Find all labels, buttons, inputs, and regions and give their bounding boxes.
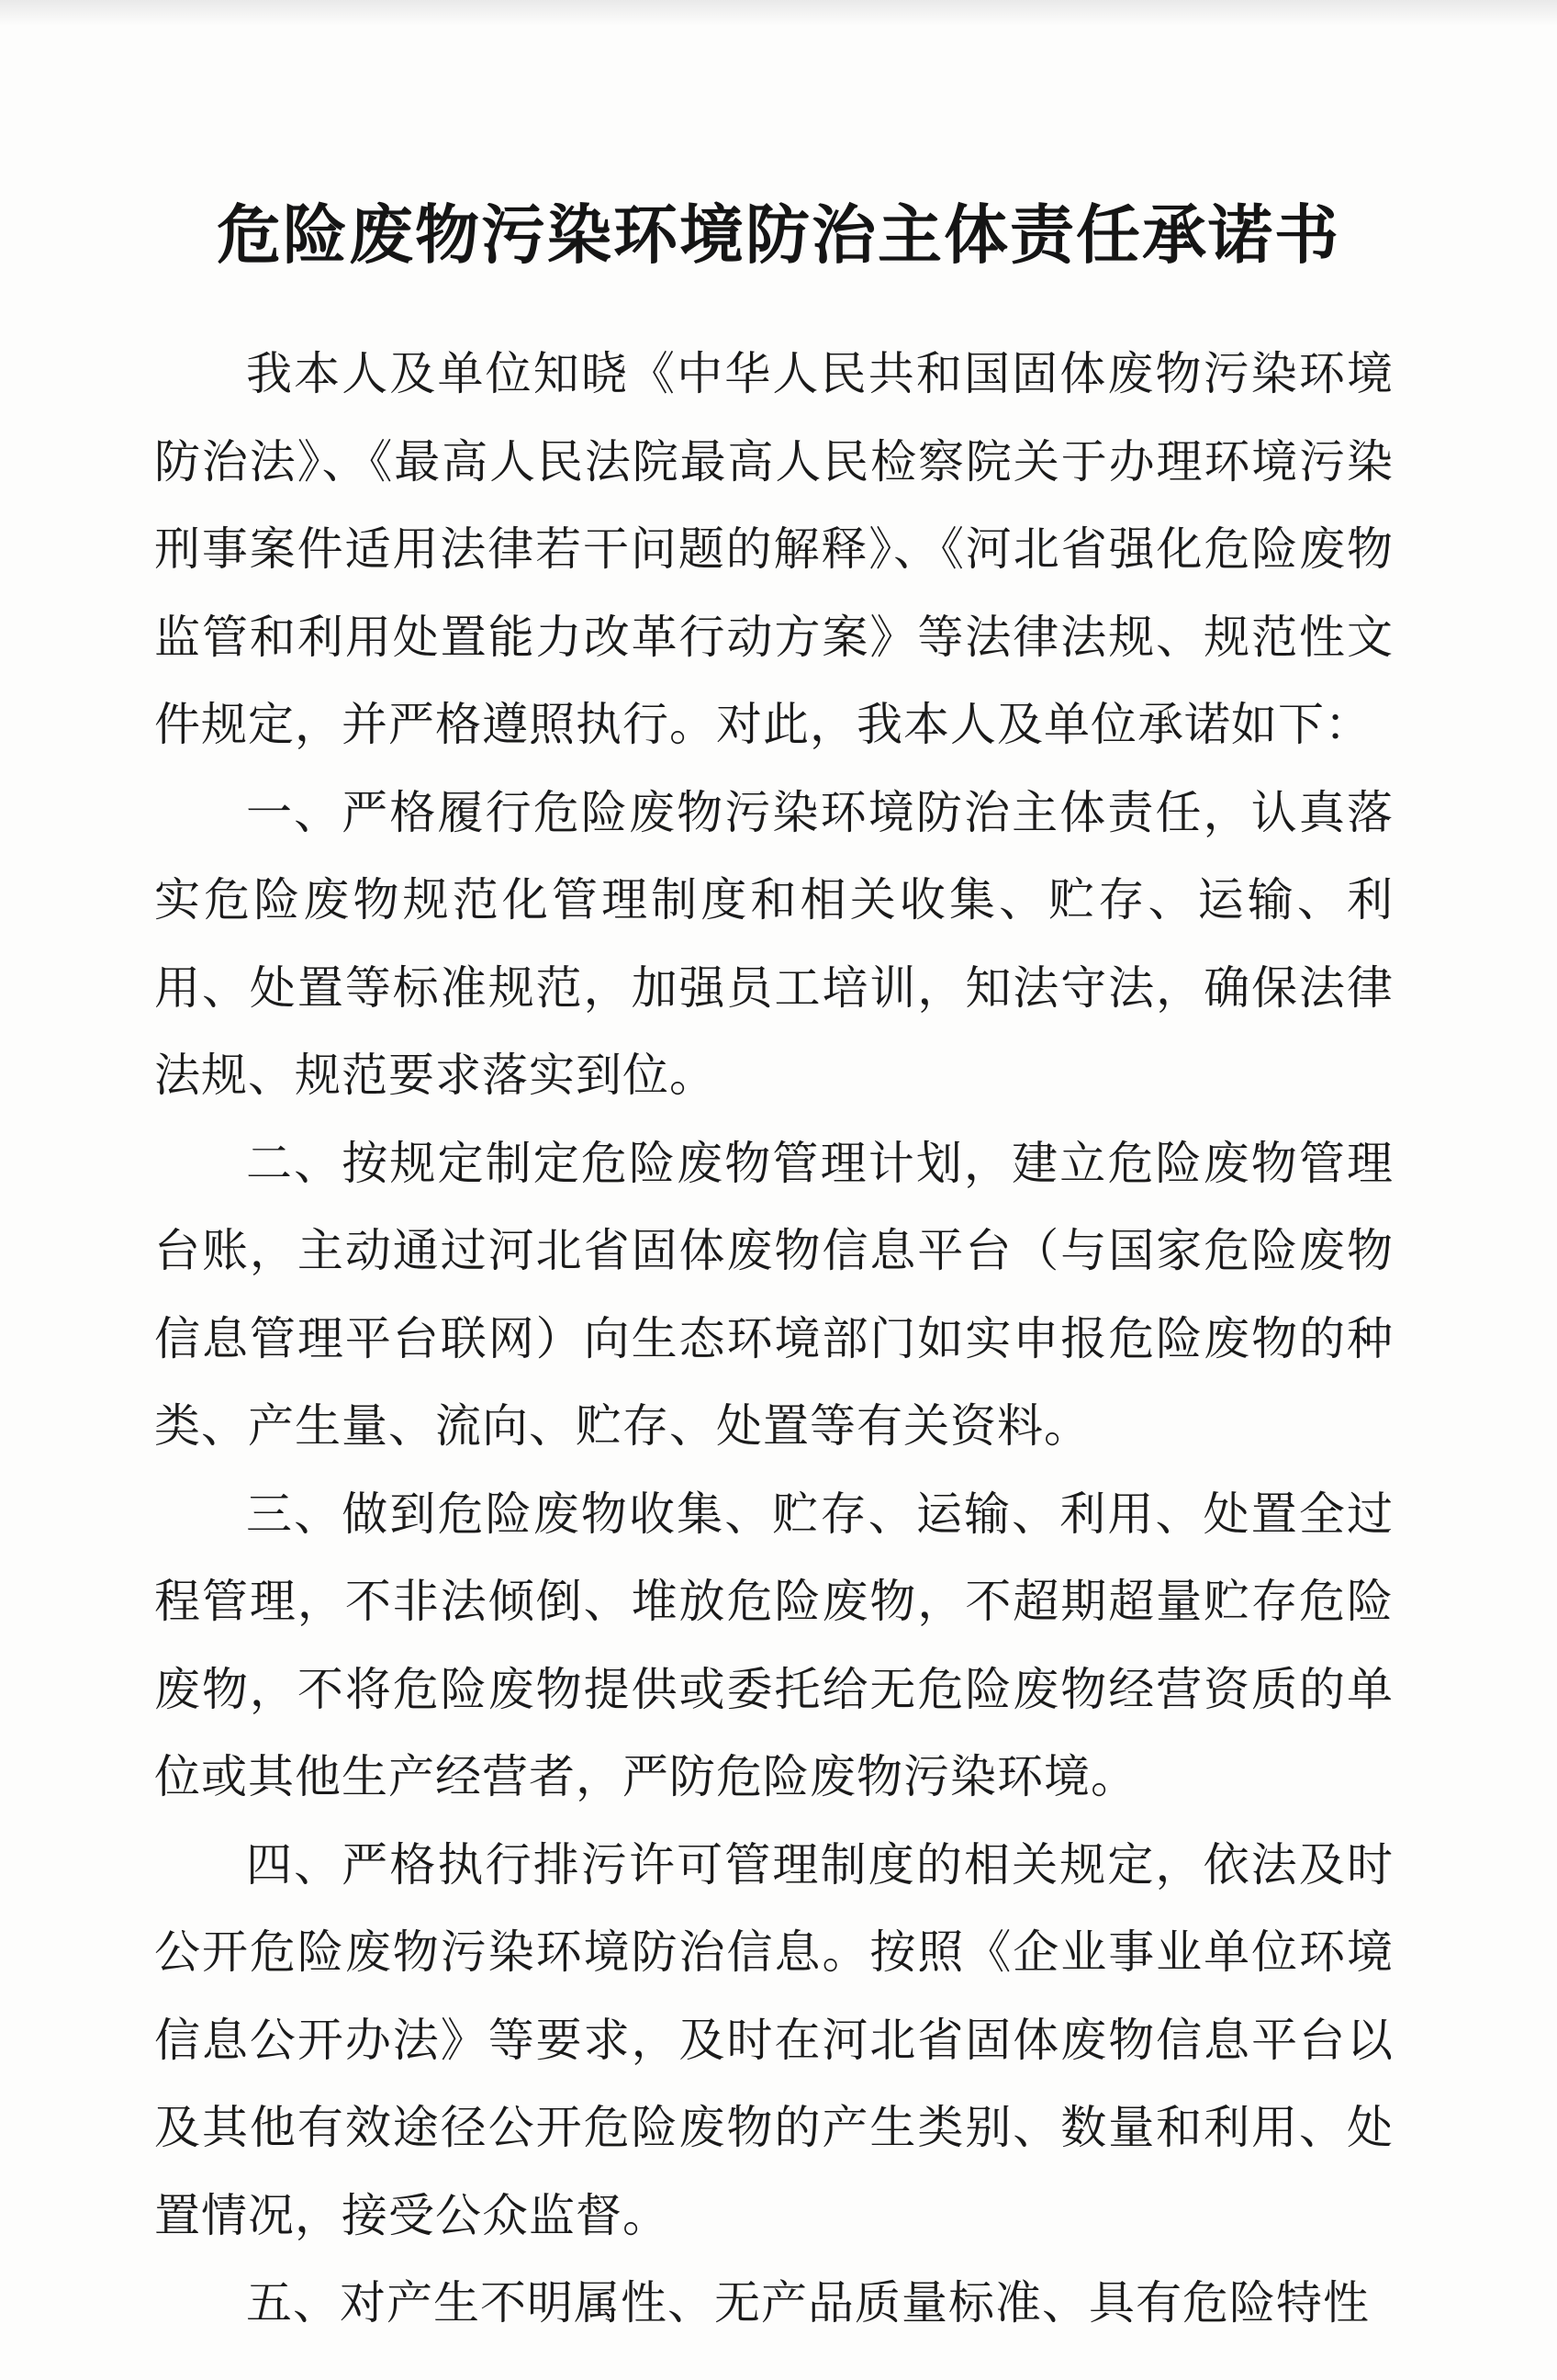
paragraph-commitment-1: 一、严格履行危险废物污染环境防治主体责任，认真落实危险废物规范化管理制度和相关收集、贮存、运输、利用、处置等标准规范，加强员工培训，知法守法，确保法律法规、规范要求落实到位。 [154,785,1394,1102]
document-title: 危险废物污染环境防治主体责任承诺书 [217,197,1340,273]
paragraph-commitment-3: 三、做到危险废物收集、贮存、运输、利用、处置全过程管理，不非法倾倒、堆放危险废物，不超期超量贮存危险废物，不将危险废物提供或委托给无危险废物经营资质的单位或其他生产经营者，严防危险废物污染环境。 [154,1487,1394,1803]
document-body [154,331,1394,2348]
paragraph-commitment-4: 四、严格执行排污许可管理制度的相关规定，依法及时公开危险废物污染环境防治信息。按照《企业事业单位环境信息公开办法》等要求，及时在河北省固体废物信息平台以及其他有效途径公开危险废物的产生类别、数量和利用、处置情况，接受公众监督。 [154,1837,1394,2242]
paragraph-commitment-5: 五、对产生不明属性、无产品质量标准、具有危险特性 [246,2276,1370,2329]
paragraph-intro: 我本人及单位知晓《中华人民共和国固体废物污染环境防治法》、《最高人民法院最高人民检察院关于办理环境污染刑事案件适用法律若干问题的解释》、《河北省强化危险废物监管和利用处置能力改革行动方案》等法律法规、规范性文件规定，并严格遵照执行。对此，我本人及单位承诺如下： [154,347,1394,751]
paragraph-commitment-2: 二、按规定制定危险废物管理计划，建立危险废物管理台账，主动通过河北省固体废物信息平台（与国家危险废物信息管理平台联网）向生态环境部门如实申报危险废物的种类、产生量、流向、贮存、处置等有关资料。 [154,1136,1394,1453]
scan-top-edge [0,0,1557,26]
